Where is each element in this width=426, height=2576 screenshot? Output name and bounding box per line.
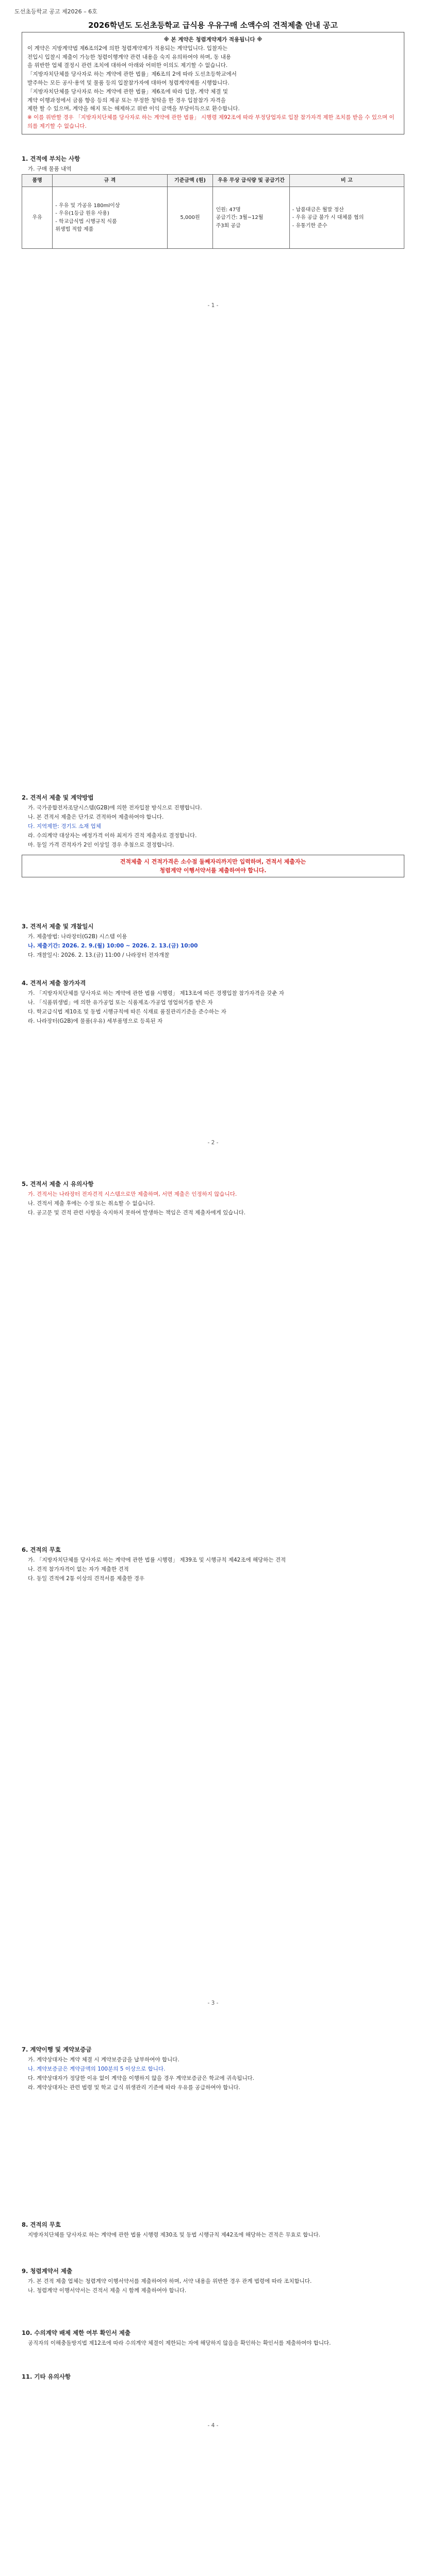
section-line: 라. 수의계약 대상자는 예정가격 이하 최저가 견적 제출자로 결정합니다. bbox=[28, 832, 197, 839]
section-line: 가. 「지방자치단체를 당사자로 하는 계약에 관한 법률 시행령」 제39조 및 시행규칙 제42조에 해당하는 견적 bbox=[28, 1556, 286, 1563]
section-line: 가. 제출방법: 나라장터(G2B) 시스템 이용 bbox=[28, 933, 127, 940]
section-5 bbox=[22, 1180, 404, 1218]
integrity-heading: ※ 본 계약은 청렴계약제가 적용됩니다 ※ bbox=[163, 37, 263, 43]
section-line: 나. 본 견적서 제출은 단가로 견적하여 제출하여야 합니다. bbox=[28, 814, 164, 820]
section-heading: 4. 견적서 제출 참가자격 bbox=[22, 979, 86, 987]
bid-notice-box: 견적제출 시 견적가격은 소수점 둘째자리까지만 입력하며, 견적서 제출자는 청렴계약 이행서약서를 제출하여야 합니다. bbox=[22, 855, 404, 877]
purchase-table bbox=[22, 174, 404, 249]
section-line: 가. 「지방자치단체를 당사자로 하는 계약에 관한 법률 시행령」 제13조에 따른 경쟁입찰 참가자격을 갖춘 자 bbox=[28, 990, 284, 996]
table-header-row bbox=[22, 174, 404, 187]
integrity-warning: ※ 이를 위반할 경우 「지방자치단체를 당사자로 하는 계약에 관한 법률」 시행령 제92조에 따라 부정당업자로 입찰 참가자격 제한 조치를 받을 수 있으며 이의를 제기할 수 없습니다. bbox=[27, 114, 395, 129]
integrity-line: 「지방자치단체를 당사자로 하는 계약에 관한 법률」제6조의 2에 따라 도선초등학교에서 bbox=[27, 71, 237, 78]
integrity-notice-box bbox=[22, 32, 404, 134]
table-cell: 인원: 47명 공급기간: 3월~12월 주3회 공급 bbox=[213, 187, 289, 249]
section-heading: 5. 견적서 제출 시 유의사항 bbox=[22, 1180, 94, 1188]
integrity-line: 계약 이행과정에서 금품 향응 등의 제공 또는 부정한 청탁을 한 경우 입찰참가 자격을 bbox=[27, 97, 226, 104]
section-line: 가. 본 견적 제출 업체는 청렴계약 이행서약서를 제출하여야 하며, 서약 내용을 위반한 경우 관계 법령에 따라 조치합니다. bbox=[28, 2278, 312, 2284]
table-cell: 5,000원 bbox=[167, 187, 213, 249]
notice-number: 도선초등학교 공고 제2026 – 6호 bbox=[14, 8, 97, 15]
section-line: 나. 「식품위생법」에 의한 유가공업 또는 식품제조·가공업 영업허가를 받은 자 bbox=[28, 999, 213, 1006]
section-line: 다. 계약상대자가 정당한 이유 없이 계약을 이행하지 않을 경우 계약보증금은 학교에 귀속됩니다. bbox=[28, 2075, 254, 2081]
section-line: 다. 동일 견적에 2통 이상의 견적서를 제출한 경우 bbox=[28, 1575, 145, 1582]
section-heading: 10. 수의계약 배제 제한 여부 확인서 제출 bbox=[22, 2329, 131, 2336]
section-10 bbox=[22, 2329, 404, 2348]
section-line: 나. 견적 참가자격이 없는 자가 제출한 견적 bbox=[28, 1566, 129, 1572]
integrity-line: 이 계약은 지방계약법 제6조의2에 의한 청렴계약제가 적용되는 계약입니다. 입찰자는 bbox=[27, 45, 228, 52]
section-heading: 9. 청렴계약서 제출 bbox=[22, 2267, 73, 2275]
table-header: 기준금액 (원) bbox=[167, 174, 213, 187]
section-line: 나. 계약보증금은 계약금액의 100분의 5 이상으로 합니다. bbox=[28, 2065, 166, 2072]
section-heading: 11. 기타 유의사항 bbox=[22, 2373, 71, 2380]
section-heading: 3. 견적서 제출 및 개찰일시 bbox=[22, 923, 94, 930]
section-9 bbox=[22, 2267, 404, 2296]
page-number: - 1 - bbox=[207, 302, 219, 309]
page-title: 2026학년도 도선초등학교 급식용 우유구매 소액수의 견적제출 안내 공고 bbox=[88, 21, 338, 30]
section-line: 다. 공고문 및 견적 관련 사항을 숙지하지 못하여 발생하는 책임은 견적 제출자에게 있습니다. bbox=[28, 1209, 246, 1216]
section-line: 나. 제출기간: 2026. 2. 9.(월) 10:00 ~ 2026. 2. 13.(금) 10:00 bbox=[28, 942, 198, 949]
section-line: 가. 국가종합전자조달시스템(G2B)에 의한 전자입찰 방식으로 진행합니다. bbox=[28, 804, 202, 811]
section-line: 마. 동일 가격 견적자가 2인 이상일 경우 추첨으로 결정합니다. bbox=[28, 841, 174, 848]
table-row bbox=[22, 187, 404, 249]
page-number: - 4 - bbox=[207, 2422, 219, 2429]
section-7 bbox=[22, 2045, 404, 2093]
section-line: 라. 나라장터(G2B)에 물품(우유) 세부품명으로 등록된 자 bbox=[28, 1018, 163, 1024]
table-cell: - 납품대금은 월말 정산 - 우유 공급 불가 시 대체품 협의 - 유통기한 준수 bbox=[289, 187, 404, 249]
page-number: - 3 - bbox=[207, 2000, 219, 2006]
page-number: - 2 - bbox=[207, 1140, 219, 1146]
section-line: 나. 청렴계약 이행서약서는 견적서 제출 시 함께 제출하여야 합니다. bbox=[28, 2287, 187, 2294]
table-cell: - 우유 및 가공유 180ml이상 - 우유(1등급 원유 사용) - 학교급식법 시행규칙 식품 위생법 적합 제품 bbox=[53, 187, 167, 249]
table-header: 품명 bbox=[22, 174, 53, 187]
section-line: 다. 개찰일시: 2026. 2. 13.(금) 11:00 / 나라장터 전자개찰 bbox=[28, 952, 170, 958]
section-8 bbox=[22, 2221, 404, 2240]
section-heading: 8. 견적의 무효 bbox=[22, 2221, 61, 2228]
section-heading: 7. 계약이행 및 계약보증금 bbox=[22, 2046, 92, 2053]
integrity-line: 을 위반한 업체 결정시 관련 조치에 대하여 아래와 어떠한 이의도 제기할 수 없습니다. bbox=[27, 62, 228, 69]
table-header: 비 고 bbox=[289, 174, 404, 187]
integrity-line: 제한 할 수 있으며, 계약을 해지 또는 해제하고 위반 이익 금액을 부당이득으로 환수합니다. bbox=[27, 106, 240, 112]
section-line: 다. 지역제한: 경기도 소재 업체 bbox=[28, 823, 101, 829]
table-header: 규 격 bbox=[53, 174, 167, 187]
section-heading: 1. 견적에 부치는 사항 bbox=[22, 155, 80, 162]
section-line: 가. 견적서는 나라장터 전자견적 시스템으로만 제출하며, 서면 제출은 인정하지 않습니다. bbox=[28, 1191, 237, 1197]
section-line: 가. 계약상대자는 계약 체결 시 계약보증금을 납부하여야 합니다. bbox=[28, 2056, 179, 2063]
section-sub: 가. 구매 물품 내역 bbox=[28, 165, 72, 172]
section-line: 지방자치단체를 당사자로 하는 계약에 관한 법률 시행령 제30조 및 동법 시행규칙 제42조에 해당하는 견적은 무효로 합니다. bbox=[28, 2231, 320, 2238]
section-11 bbox=[22, 2372, 404, 2383]
section-heading: 2. 견적서 제출 및 계약방법 bbox=[22, 794, 94, 801]
table-cell: 우유 bbox=[22, 187, 53, 249]
section-line: 다. 학교급식법 제10조 및 동법 시행규칙에 따른 식재료 품질관리기준을 준수하는 자 bbox=[28, 1008, 226, 1015]
section-6 bbox=[22, 1546, 404, 1584]
section-line: 라. 계약상대자는 관련 법령 및 학교 급식 위생관리 기준에 따라 우유를 공급하여야 합니다. bbox=[28, 2084, 240, 2091]
section-4 bbox=[22, 979, 404, 1026]
section-heading: 6. 견적의 무효 bbox=[22, 1546, 61, 1553]
integrity-line: 「지방자치단체를 당사자로 하는 계약에 관한 법률」제6조에 따라 입찰, 계약 체결 및 bbox=[27, 88, 228, 95]
section-line: 공직자의 이해충돌방지법 제12조에 따라 수의계약 체결이 제한되는 자에 해당하지 않음을 확인하는 확인서를 제출하여야 합니다. bbox=[28, 2340, 331, 2346]
integrity-line: 전입시 입찰시 제출이 가능한 청렴이행계약 관련 내용을 숙지 유의하여야 하며, 동 내용 bbox=[27, 54, 232, 60]
table-header: 우유 무상 급식량 및 공급기간 bbox=[213, 174, 289, 187]
section-3 bbox=[22, 922, 404, 960]
integrity-line: 발주하는 모든 공사·용역 및 물품 등의 입찰참가자에 대하여 청렴계약제를 시행합니다. bbox=[27, 79, 230, 86]
section-1 bbox=[22, 155, 404, 249]
section-line: 나. 견적서 제출 후에는 수정 또는 취소할 수 없습니다. bbox=[28, 1200, 155, 1207]
section-2 bbox=[22, 793, 404, 877]
